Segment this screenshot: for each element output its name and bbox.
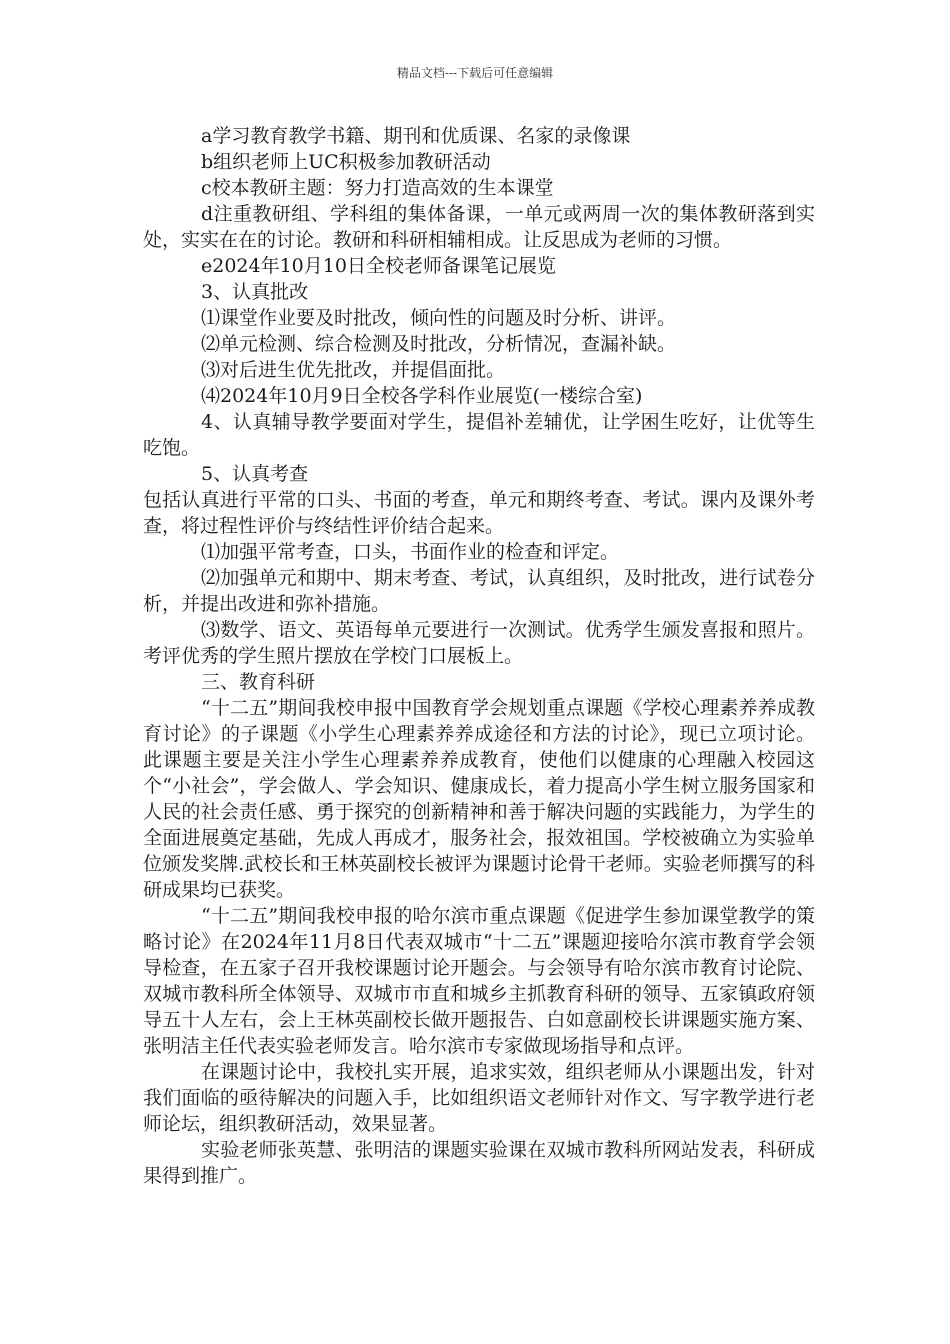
paragraph-grading-1: ⑴课堂作业要及时批改，倾向性的问题及时分析、讲评。: [201, 307, 677, 329]
document-body: [143, 123, 815, 1189]
paragraph-grading-2: ⑵单元检测、综合检测及时批改，分析情况，查漏补缺。: [201, 333, 677, 355]
paragraph-c: c校本教研主题：努力打造高效的生本课堂: [201, 177, 554, 199]
paragraph-a: a学习教育教学书籍、期刊和优质课、名家的录像课: [201, 125, 631, 147]
paragraph-research-1: “十二五”期间我校申报中国教育学会规划重点课题《学校心理素养养成教育讨论》的子课题《小学生心理素养养成途径和方法的讨论》，现已立项讨论。此课题主要是关注小学生心理素养养成教育，使他们以健康的心理融入校园这个“小社会”，学会做人、学会知识、健康成长，着力提高小学生树立服务国家和人民的社会责任感、勇于探究的创新精神和善于解决问题的实践能力，为学生的全面进展奠定基础，先成人再成才，服务社会，报效祖国。学校被确立为实验单位颁发奖牌.武校长和王林英副校长被评为课题讨论骨干老师。实验老师撰写的科研成果均已获奖。: [143, 697, 815, 901]
paragraph-assessment-3: ⑶数学、语文、英语每单元要进行一次测试。优秀学生颁发喜报和照片。考评优秀的学生照片摆放在学校门口展板上。: [143, 619, 815, 667]
page-header: 精品文档---下载后可任意编辑: [396, 66, 554, 80]
paragraph-assessment-intro: 包括认真进行平常的口头、书面的考查，单元和期终考查、考试。课内及课外考查，将过程性评价与终结性评价结合起来。: [143, 489, 815, 537]
paragraph-research-2: “十二五”期间我校申报的哈尔滨市重点课题《促进学生参加课堂教学的策略讨论》在2024年11月8日代表双城市“十二五”课题迎接哈尔滨市教育学会领导检查，在五家子召开我校课题讨论开题会。与会领导有哈尔滨市教育讨论院、双城市教科所全体领导、双城市市直和城乡主抓教育科研的领导、五家镇政府领导五十人左右，会上王林英副校长做开题报告、白如意副校长讲课题实施方案、张明洁主任代表实验老师发言。哈尔滨市专家做现场指导和点评。: [143, 905, 815, 1057]
paragraph-grading-3: ⑶对后进生优先批改，并提倡面批。: [201, 359, 506, 381]
heading-education-research: 三、教育科研: [201, 671, 316, 693]
paragraph-research-4: 实验老师张英慧、张明洁的课题实验课在双城市教科所网站发表，科研成果得到推广。: [143, 1139, 815, 1187]
heading-5-assessment: 5、认真考查: [201, 463, 309, 485]
paragraph-grading-4: ⑷2024年10月9日全校各学科作业展览(一楼综合室): [201, 385, 643, 407]
paragraph-assessment-1: ⑴加强平常考查，口头，书面作业的检查和评定。: [201, 541, 620, 563]
paragraph-research-3: 在课题讨论中，我校扎实开展，追求实效，组织老师从小课题出发，针对我们面临的亟待解决的问题入手，比如组织语文老师针对作文、写字教学进行老师论坛，组织教研活动，效果显著。: [143, 1061, 815, 1135]
paragraph-e: e2024年10月10日全校老师备课笔记展览: [201, 255, 556, 277]
paragraph-d: d注重教研组、学科组的集体备课，一单元或两周一次的集体教研落到实处，实实在在的讨论。教研和科研相辅相成。让反思成为老师的习惯。: [143, 203, 815, 251]
paragraph-b: b组织老师上UC积极参加教研活动: [201, 151, 491, 173]
paragraph-assessment-2: ⑵加强单元和期中、期末考查、考试，认真组织，及时批改，进行试卷分析，并提出改进和弥补措施。: [143, 567, 815, 615]
heading-3-grading: 3、认真批改: [201, 281, 309, 303]
heading-4-tutoring: 4、认真辅导教学要面对学生，提倡补差辅优，让学困生吃好，让优等生吃饱。: [143, 411, 815, 459]
